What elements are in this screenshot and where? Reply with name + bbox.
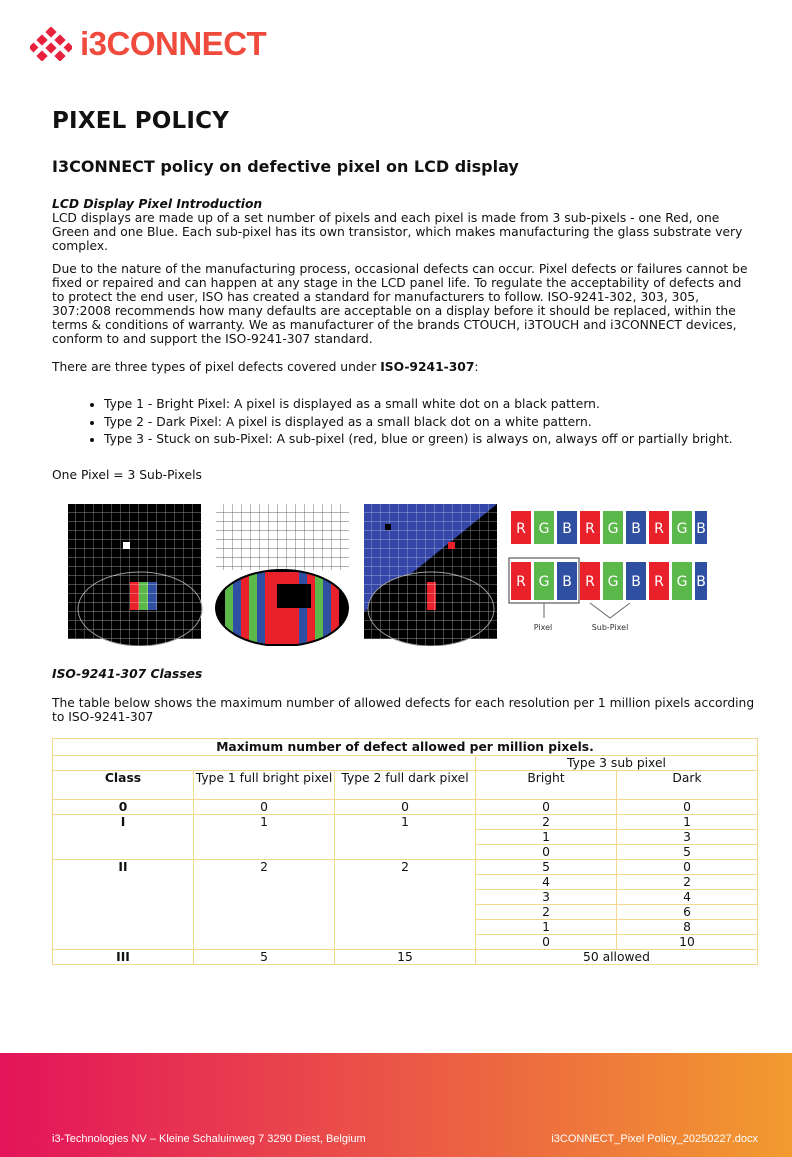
bright-cell: 0 — [475, 935, 616, 950]
brand-logo — [30, 24, 266, 64]
dark-cell: 6 — [617, 905, 758, 920]
type1-cell: 5 — [194, 950, 335, 965]
dark-cell: 3 — [617, 830, 758, 845]
subpixel-letter: G — [607, 521, 619, 537]
dark-cell: 1 — [617, 815, 758, 830]
subpixel-letter: R — [585, 521, 595, 537]
dark-cell: 5 — [617, 845, 758, 860]
type2-cell: 0 — [335, 800, 476, 815]
rgb-subpixel-diagram — [508, 508, 708, 634]
table-row — [53, 860, 758, 875]
intro-heading: LCD Display Pixel Introduction — [52, 197, 263, 211]
subpixel-letter: B — [562, 574, 572, 590]
page-subtitle: I3CONNECT policy on defective pixel on LCD display — [52, 157, 519, 176]
type2-cell: 2 — [335, 860, 476, 950]
subpixel-letter: B — [696, 574, 706, 590]
type2-header: Type 2 full dark pixel — [335, 771, 476, 800]
bright-cell: 5 — [475, 860, 616, 875]
bright-cell: 3 — [475, 890, 616, 905]
class-header: Class — [53, 771, 194, 800]
defect-type-list — [52, 396, 733, 449]
defects-table — [52, 738, 758, 965]
p3-prefix: There are three types of pixel defects covered under — [52, 360, 381, 374]
table-header-row — [53, 756, 758, 771]
class-cell: I — [53, 815, 194, 860]
subpixel-letter: B — [562, 521, 572, 537]
dark-pixel-illustration — [215, 504, 351, 646]
subpixel-letter: B — [631, 521, 641, 537]
bright-header: Bright — [475, 771, 616, 800]
p3-suffix: : — [474, 360, 479, 374]
page-title: PIXEL POLICY — [52, 108, 230, 134]
dark-cell: 2 — [617, 875, 758, 890]
class-cell: II — [53, 860, 194, 950]
subpixel-letter: B — [696, 521, 706, 537]
subpixel-letter: B — [631, 574, 641, 590]
subpixel-letter: G — [538, 574, 550, 590]
bright-cell: 2 — [475, 815, 616, 830]
table-row — [53, 950, 758, 965]
list-item: • Type 3 - Stuck on sub-Pixel: A sub-pixel (red, blue or green) is always on, always off or partially bright. — [104, 431, 733, 449]
subpixel-letter: G — [676, 574, 688, 590]
stuck-subpixel-illustration — [363, 504, 499, 646]
subpixel-letter: R — [585, 574, 595, 590]
table-row — [53, 800, 758, 815]
footer-address: i3-Technologies NV – Kleine Schaluinweg 7 3290 Diest, Belgium — [52, 1133, 366, 1145]
intro-paragraph-2: Due to the nature of the manufacturing process, occasional defects can occur. Pixel defects or failures cannot be fixed or repaired and can happen at any stage in the LCD panel life. To regulate the acceptability of defects and to protect the end user, ISO has created a standard for manufacturers to follow. ISO-9241-302, 303, 305, 307:2008 recommends how many defaults are acceptable on a display before it should be replaced, within the terms & conditions of warranty. We as manufacturer of the brands CTOUCH, i3TOUCH and i3CONNECT devices, conform to and support the ISO-9241-307 standard. — [52, 262, 748, 346]
subpixel-letter: R — [516, 574, 526, 590]
subpixel-letter: G — [607, 574, 619, 590]
pixel-label: Pixel — [533, 623, 553, 632]
table-header-row — [53, 771, 758, 800]
intro-paragraph-1: LCD displays are made up of a set number of pixels and each pixel is made from 3 sub-pixels - one Red, one Green and one Blue. Each sub-pixel has its own transistor, which makes manufacturing the glass substrate very complex. — [52, 211, 743, 253]
dark-cell: 10 — [617, 935, 758, 950]
subpixel-label: Sub-Pixel — [591, 623, 629, 632]
bright-cell: 2 — [475, 905, 616, 920]
footer-filename: i3CONNECT_Pixel Policy_20250227.docx — [551, 1133, 758, 1145]
list-item: • Type 2 - Dark Pixel: A pixel is displayed as a small black dot on a white pattern. — [104, 414, 733, 432]
header-spacer — [53, 756, 476, 771]
class-cell: III — [53, 950, 194, 965]
dark-cell: 0 — [617, 800, 758, 815]
subpixel-letter: R — [654, 574, 664, 590]
type3-header: Type 3 sub pixel — [475, 756, 757, 771]
type1-cell: 2 — [194, 860, 335, 950]
subpixel-letter: R — [654, 521, 664, 537]
table-row — [53, 815, 758, 830]
bright-cell: 0 — [475, 845, 616, 860]
type1-cell: 1 — [194, 815, 335, 860]
classes-intro: The table below shows the maximum number of allowed defects for each resolution per 1 million pixels according to ISO-9241-307 — [52, 696, 755, 724]
subpixel-letter: G — [676, 521, 688, 537]
diamond-logo-icon — [30, 27, 72, 61]
table-caption: Maximum number of defect allowed per million pixels. — [53, 739, 758, 756]
table-caption-row — [53, 739, 758, 756]
subpixel-letter: G — [538, 521, 550, 537]
intro-paragraph-3 — [52, 360, 752, 374]
dark-cell: 4 — [617, 890, 758, 905]
bright-cell: 4 — [475, 875, 616, 890]
type1-header: Type 1 full bright pixel — [194, 771, 335, 800]
pixel-equation: One Pixel = 3 Sub-Pixels — [52, 468, 202, 482]
type3-allowed-cell: 50 allowed — [475, 950, 757, 965]
class-cell: 0 — [53, 800, 194, 815]
p3-standard: ISO-9241-307 — [380, 360, 475, 374]
list-item: • Type 1 - Bright Pixel: A pixel is displayed as a small white dot on a black pattern. — [104, 396, 733, 414]
dark-cell: 8 — [617, 920, 758, 935]
page-footer — [0, 1053, 792, 1157]
type1-cell: 0 — [194, 800, 335, 815]
type2-cell: 1 — [335, 815, 476, 860]
dark-cell: 0 — [617, 860, 758, 875]
logo-text: i3CONNECT — [80, 25, 267, 62]
bright-pixel-illustration — [67, 504, 203, 646]
bright-cell: 1 — [475, 920, 616, 935]
bright-cell: 0 — [475, 800, 616, 815]
dark-header: Dark — [617, 771, 758, 800]
classes-heading: ISO-9241-307 Classes — [52, 667, 203, 681]
type2-cell: 15 — [335, 950, 476, 965]
subpixel-letter: R — [516, 521, 526, 537]
bright-cell: 1 — [475, 830, 616, 845]
